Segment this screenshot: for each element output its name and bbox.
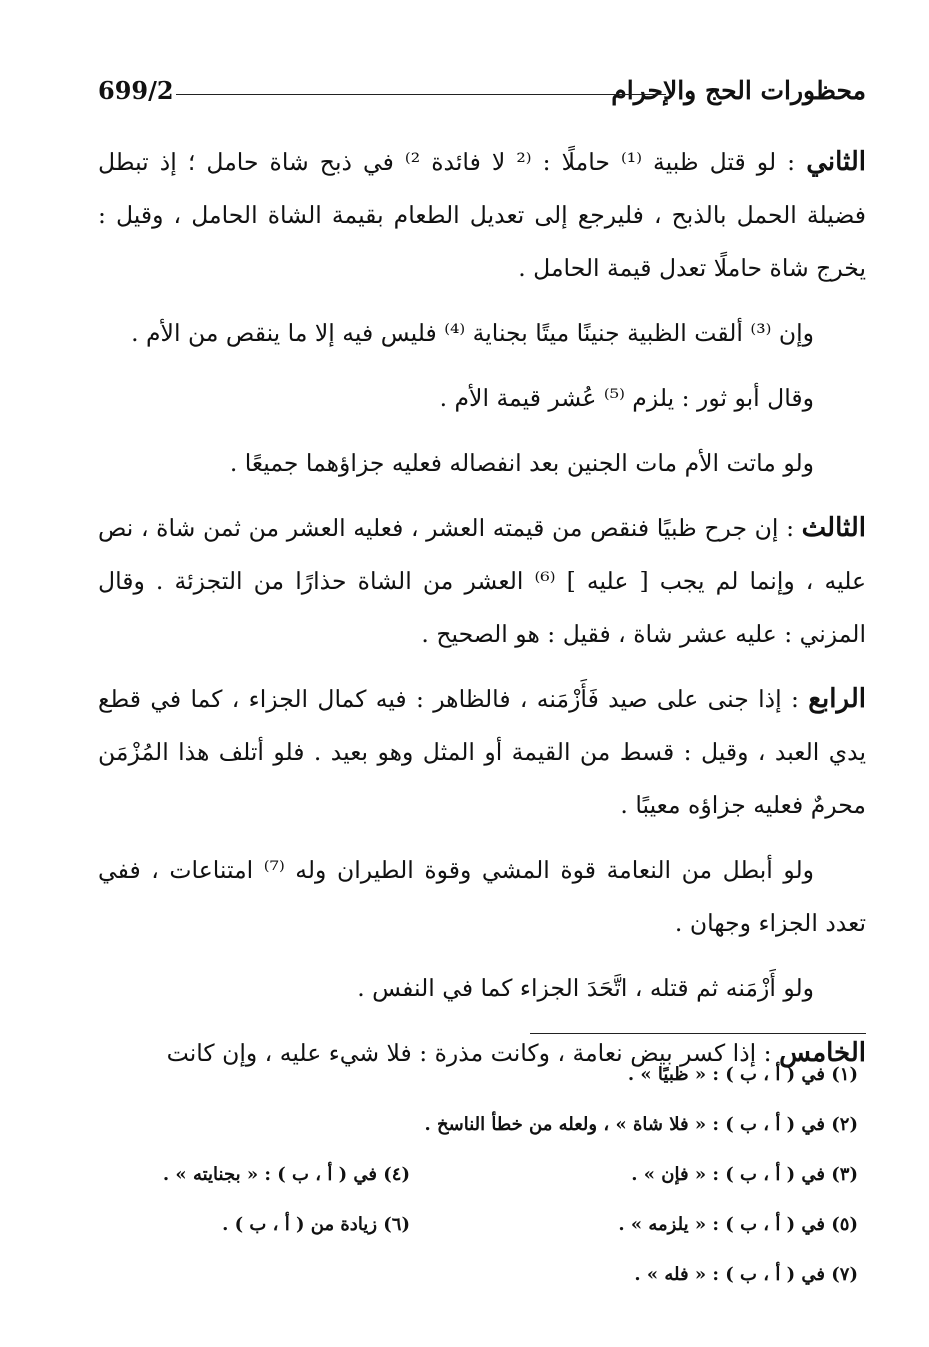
section-keyword: الرابع bbox=[808, 684, 866, 714]
paragraph bbox=[98, 372, 866, 425]
footnote: (٣) في ( أ ، ب ) : « فإن » . bbox=[631, 1164, 858, 1185]
paragraph-text: وإن ⁽³⁾ ألقت الظبية جنينًا ميتًا بجناية ⁽⁴⁾ فليس فيه إلا ما ينقص من الأم . bbox=[131, 319, 814, 347]
paragraph bbox=[98, 844, 866, 950]
paragraph-third bbox=[98, 502, 866, 661]
footnotes bbox=[98, 1058, 858, 1308]
footnote-row bbox=[98, 1058, 858, 1108]
page-number: 699/2 bbox=[98, 76, 174, 105]
header-rule bbox=[176, 94, 666, 95]
paragraph-text: ولو ماتت الأم مات الجنين بعد انفصاله فعليه جزاؤهما جميعًا . bbox=[229, 449, 814, 477]
paragraph-text: : إن جرح ظبيًا فنقص من قيمته العشر ، فعليه العشر من ثمن شاة ، نص عليه ، وإنما لم يجب [ عليه ] ⁽⁶⁾ العشر من الشاة حذارًا من التجزئة . وقال المزني : عليه عشر شاة ، فقيل : هو الصحيح . bbox=[98, 514, 866, 648]
running-title: محظورات الحج والإحرام bbox=[611, 76, 866, 105]
footnote-row bbox=[98, 1108, 858, 1158]
body-text bbox=[98, 136, 866, 1092]
footnote: (٦) زيادة من ( أ ، ب ) . bbox=[222, 1214, 410, 1235]
footnote: (٢) في ( أ ، ب ) : « فلا شاة » ، ولعله من خطأ الناسخ . bbox=[424, 1114, 858, 1135]
footnote-row bbox=[98, 1258, 858, 1308]
footnote: (١) في ( أ ، ب ) : « ظبيًا » . bbox=[627, 1064, 858, 1085]
footnote: (٥) في ( أ ، ب ) : « يلزمه » . bbox=[618, 1214, 858, 1235]
paragraph-second bbox=[98, 136, 866, 295]
paragraph bbox=[98, 437, 866, 490]
footnote-row bbox=[98, 1158, 858, 1208]
paragraph-text: ولو أبطل من النعامة قوة المشي وقوة الطيران وله ⁽⁷⁾ امتناعات ، ففي تعدد الجزاء وجهان . bbox=[98, 856, 866, 937]
section-keyword: الثاني bbox=[806, 147, 867, 177]
running-header bbox=[98, 74, 866, 108]
footnote: (٧) في ( أ ، ب ) : « فله » . bbox=[634, 1264, 858, 1285]
section-keyword: الخامس bbox=[779, 1038, 866, 1068]
footnote-row bbox=[98, 1208, 858, 1258]
paragraph-fourth bbox=[98, 673, 866, 832]
paragraph-text: : لو قتل ظبية ⁽¹⁾ حاملًا : ⁽² لا فائدة ²⁾ في ذبح شاة حامل ؛ إذ تبطل فضيلة الحمل بالذبح ، فليرجع إلى تعديل الطعام بقيمة الشاة الحامل ، وقيل : يخرج شاة حاملًا تعدل قيمة الحامل . bbox=[98, 148, 866, 282]
paragraph-text: : إذا كسر بيض نعامة ، وكانت مذرة : فلا شيء عليه ، وإن كانت bbox=[166, 1039, 780, 1067]
footnote: (٤) في ( أ ، ب ) : « بجنايته » . bbox=[162, 1164, 410, 1185]
paragraph-text: وقال أبو ثور : يلزم ⁽⁵⁾ عُشر قيمة الأم . bbox=[439, 384, 814, 412]
footnote-separator bbox=[530, 1033, 866, 1034]
paragraph-text: : إذا جنى على صيد فَأَزْمَنه ، فالظاهر : فيه كمال الجزاء ، كما في قطع يدي العبد ، وقيل : قسط من القيمة أو المثل وهو بعيد . فلو أتلف هذا المُزْمَن محرمٌ فعليه جزاؤه معيبًا . bbox=[98, 685, 866, 819]
paragraph-text: ولو أَزْمَنه ثم قتله ، اتَّحَدَ الجزاء كما في النفس . bbox=[357, 974, 814, 1002]
paragraph bbox=[98, 962, 866, 1015]
section-keyword: الثالث bbox=[801, 513, 866, 543]
paragraph bbox=[98, 307, 866, 360]
